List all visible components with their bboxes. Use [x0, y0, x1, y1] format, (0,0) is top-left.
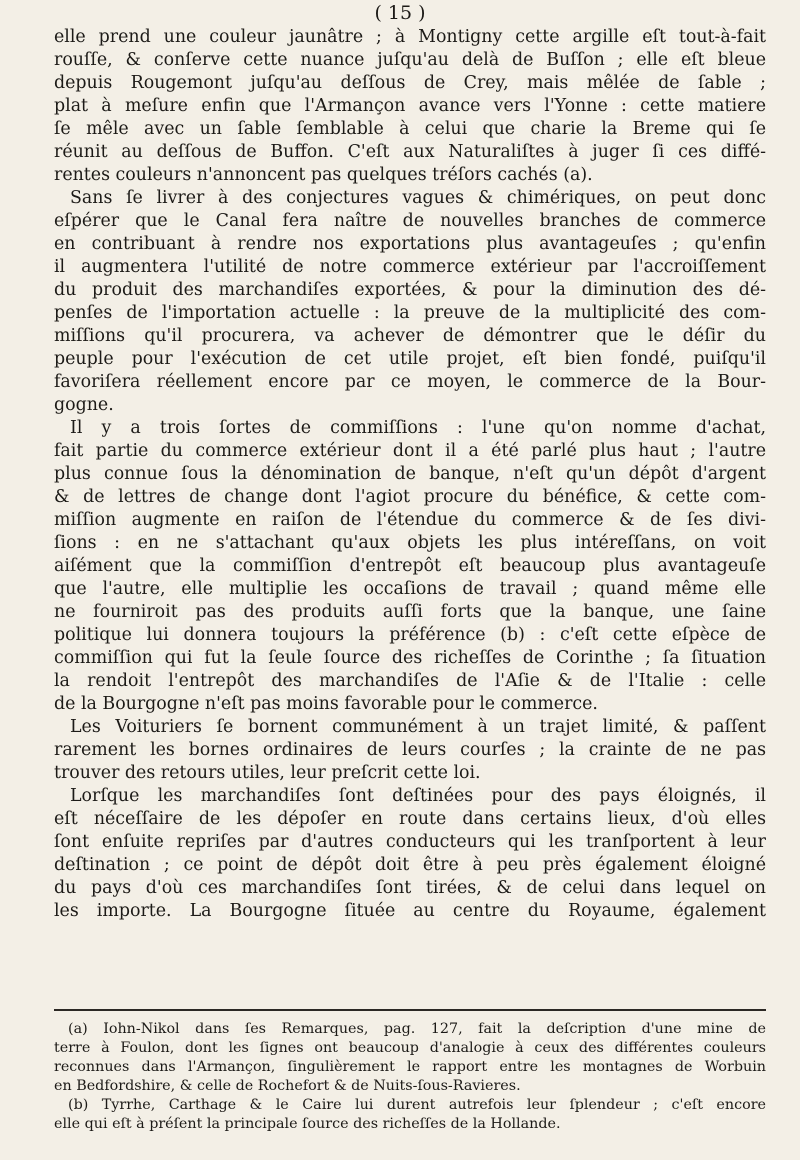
text-line: deſtination ; ce point de dépôt doit être à peu près également éloigné [54, 855, 766, 875]
text-line: rarement les bornes ordinaires de leurs courſes ; la crainte de ne pas [54, 740, 766, 760]
text-line: eſt néceſſaire de les dépoſer en route dans certains lieux, d'où elles [54, 809, 766, 829]
footnote-divider [54, 1009, 766, 1011]
text-line: il augmentera l'utilité de notre commerce extérieur par l'accroiſſement [54, 257, 766, 277]
text-line: penſes de l'importation actuelle : la preuve de la multiplicité des com- [54, 303, 766, 323]
footnote-line: en Bedfordshire, & celle de Rochefort & de Nuits-ſous-Ravieres. [54, 1078, 521, 1094]
text-line: Sans ſe livrer à des conjectures vagues & chimériques, on peut donc [70, 188, 766, 208]
footnote-line: elle qui eſt à préſent la principale ſource des richeſſes de la Hollande. [54, 1116, 561, 1132]
text-line: elle prend une couleur jaunâtre ; à Montigny cette argille eſt tout-à-fait [54, 27, 766, 47]
text-line: eſpérer que le Canal fera naître de nouvelles branches de commerce [54, 211, 766, 231]
text-line: la rendoit l'entrepôt des marchandiſes de l'Aſie & de l'Italie : celle [54, 671, 766, 691]
text-line: rentes couleurs n'annoncent pas quelques tréſors cachés (a). [54, 165, 593, 185]
text-line: ſont enſuite repriſes par d'autres conducteurs qui les tranſportent à leur [54, 832, 766, 852]
text-line: Les Voituriers ſe bornent communément à un trajet limité, & paſſent [70, 717, 766, 737]
text-line: favoriſera réellement encore par ce moyen, le commerce de la Bour- [54, 372, 766, 392]
text-line: trouver des retours utiles, leur preſcrit cette loi. [54, 763, 481, 783]
text-line: plus connue ſous la dénomination de banque, n'eſt qu'un dépôt d'argent [54, 464, 766, 484]
text-line: & de lettres de change dont l'agiot procure du bénéfice, & cette com- [54, 487, 766, 507]
footnote-line: (b) Tyrrhe, Carthage & le Caire lui durent autrefois leur ſplendeur ; c'eſt encore [68, 1097, 766, 1113]
text-line: politique lui donnera toujours la préférence (b) : c'eſt cette eſpèce de [54, 625, 766, 645]
footnote-line: reconnues dans l'Armançon, ſingulièrement le rapport entre les montagnes de Worbuin [54, 1059, 766, 1075]
text-line: ſe mêle avec un ſable ſemblable à celui que charie la Breme qui ſe [54, 119, 766, 139]
text-line: ſions : en ne s'attachant qu'aux objets les plus intéreſſans, on voit [54, 533, 766, 553]
text-line: du produit des marchandiſes exportées, & pour la diminution des dé- [54, 280, 766, 300]
text-line: ne fourniroit pas des produits auſſi forts que la banque, une ſaine [54, 602, 766, 622]
text-line: miſſions qu'il procurera, va achever de démontrer que le déſir du [54, 326, 766, 346]
text-line: Lorſque les marchandiſes ſont deſtinées pour des pays éloignés, il [70, 786, 766, 806]
text-line: peuple pour l'exécution de cet utile projet, eſt bien fondé, puiſqu'il [54, 349, 766, 369]
text-line: fait partie du commerce extérieur dont il a été parlé plus haut ; l'autre [54, 441, 766, 461]
text-line: miſſion augmente en raiſon de l'étendue du commerce & de ſes divi- [54, 510, 766, 530]
text-line: rouſſe, & conſerve cette nuance juſqu'au delà de Buſſon ; elle eſt bleue [54, 50, 766, 70]
text-line: gogne. [54, 395, 114, 415]
page-number: ( 15 ) [374, 2, 426, 24]
footnote-line: (a) Iohn-Nikol dans ſes Remarques, pag. 127, fait la deſcription d'une mine de [68, 1021, 766, 1037]
footnote-line: terre à Foulon, dont les ſignes ont beaucoup d'analogie à ceux des différentes couleurs [54, 1040, 766, 1056]
text-line: de la Bourgogne n'eſt pas moins favorable pour le commerce. [54, 694, 598, 714]
text-line: plat à meſure enfin que l'Armançon avance vers l'Yonne : cette matiere [54, 96, 766, 116]
text-line: réunit au deſſous de Buffon. C'eſt aux Naturaliſtes à juger ſi ces diffé- [54, 142, 766, 162]
text-line: du pays d'où ces marchandiſes ſont tirées, & de celui dans lequel on [54, 878, 766, 898]
text-line: en contribuant à rendre nos exportations plus avantageuſes ; qu'enfin [54, 234, 766, 254]
text-line: depuis Rougemont juſqu'au deſſous de Crey, mais mêlée de ſable ; [54, 73, 766, 93]
text-line: aiſément que la commiſſion d'entrepôt eſt beaucoup plus avantageuſe [54, 556, 766, 576]
text-line: que l'autre, elle multiplie les occaſions de travail ; quand même elle [54, 579, 766, 599]
text-line: commiſſion qui fut la ſeule ſource des richeſſes de Corinthe ; ſa ſituation [54, 648, 766, 668]
text-line: Il y a trois ſortes de commiſſions : l'une qu'on nomme d'achat, [70, 418, 766, 438]
text-line: les importe. La Bourgogne ſituée au centre du Royaume, également [54, 901, 766, 921]
